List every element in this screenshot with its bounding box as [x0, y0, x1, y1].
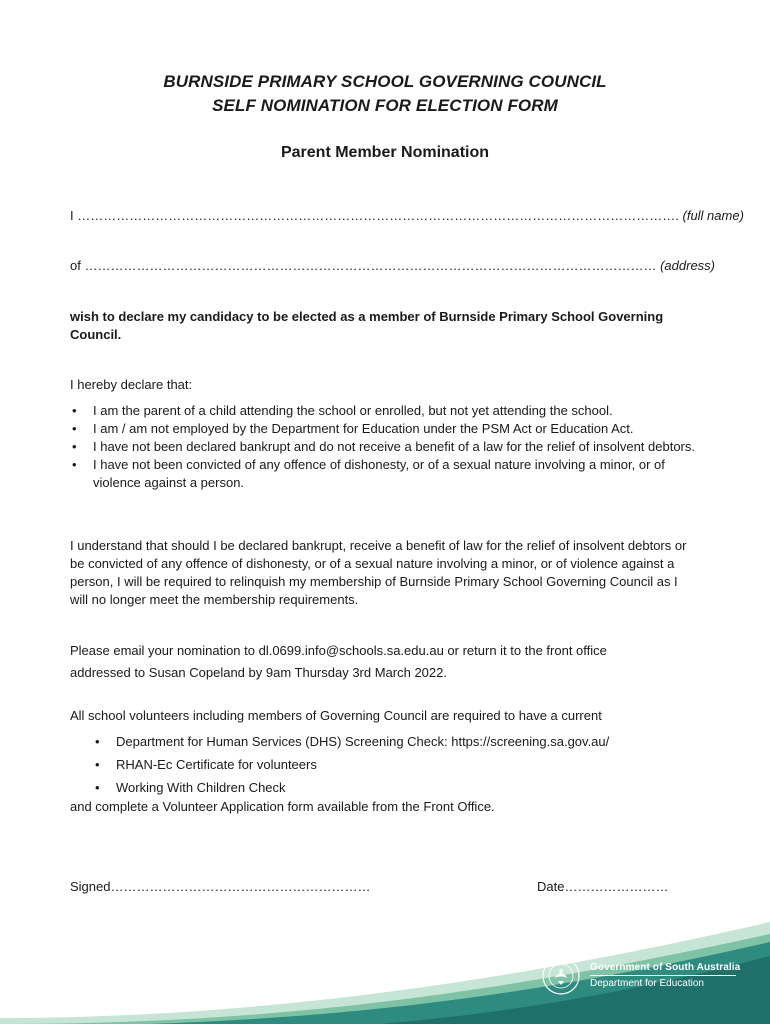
address-prefix: of: [70, 258, 81, 273]
full-name-dots: ………………………………………………………………………………………………………………………….: [77, 208, 679, 223]
footer-banner: [0, 900, 770, 1024]
understanding-paragraph: I understand that should I be declared bankrupt, receive a benefit of law for the relief of insolvent debtors or be convicted of any offence of dishonesty, or of a sexual nature involving a minor, or of violence against a person, I will be required to relinquish my membership of Burnside Primary School Governing Council as I will no longer meet the membership requirements.: [70, 538, 687, 607]
full-name-label: (full name): [682, 208, 744, 223]
volunteer-requirement: • RHAN-Ec Certificate for volunteers: [93, 753, 703, 776]
candidacy-part1: wish to declare my candidacy: [70, 309, 254, 324]
declaration-item: • I am the parent of a child attending the school or enrolled, but not yet attending the school.: [70, 402, 700, 420]
submission-line2: addressed to Susan Copeland by 9am Thursday 3rd March 2022.: [70, 665, 447, 680]
address-field[interactable]: [70, 257, 716, 275]
signature-field[interactable]: Signed……………………………………………………: [70, 879, 371, 894]
volunteers-intro: All school volunteers including members of Governing Council are required to have a current: [70, 708, 602, 723]
logo-divider: [590, 975, 736, 976]
full-name-prefix: I: [70, 208, 74, 223]
declaration-item: • I am / am not employed by the Department for Education under the PSM Act or Education Act.: [70, 420, 700, 438]
full-name-field[interactable]: [70, 207, 744, 225]
candidacy-statement: [70, 308, 695, 344]
government-name: Government of South Australia: [590, 962, 741, 973]
volunteers-outro: and complete a Volunteer Application form available from the Front Office.: [70, 799, 495, 814]
government-seal-icon: [541, 956, 581, 996]
submission-paragraph: [70, 640, 700, 684]
form-subtitle: Parent Member Nomination: [280, 144, 490, 161]
volunteer-requirement: • Working With Children Check: [93, 776, 703, 799]
declaration-intro: I hereby declare that:: [70, 377, 193, 392]
submission-line1: Please email your nomination to dl.0699.info@schools.sa.edu.au or return it to the front office: [70, 643, 607, 658]
date-field[interactable]: Date……………………: [537, 879, 669, 894]
address-label: (address): [660, 258, 716, 273]
volunteer-requirements-list: [93, 730, 703, 799]
volunteer-requirement: • Department for Human Services (DHS) Screening Check: https://screening.sa.gov.au/: [93, 730, 703, 753]
address-dots: ……………………………………………………………………………………………………………………: [84, 258, 657, 273]
declaration-item: • I have not been convicted of any offence of dishonesty, or of a sexual nature involving a minor, or of violence against a person.: [70, 456, 700, 492]
declaration-list: [70, 402, 700, 492]
declaration-item: • I have not been declared bankrupt and do not receive a benefit of a law for the relief of insolvent debtors.: [70, 438, 700, 456]
department-name: Department for Education: [590, 978, 704, 989]
form-title-line2: SELF NOMINATION FOR ELECTION FORM: [212, 96, 558, 115]
form-title-line1: BURNSIDE PRIMARY SCHOOL GOVERNING COUNCIL: [163, 72, 607, 91]
candidacy-part2: to be elected as a member of Burnside Primary School Governing Council.: [70, 309, 664, 342]
